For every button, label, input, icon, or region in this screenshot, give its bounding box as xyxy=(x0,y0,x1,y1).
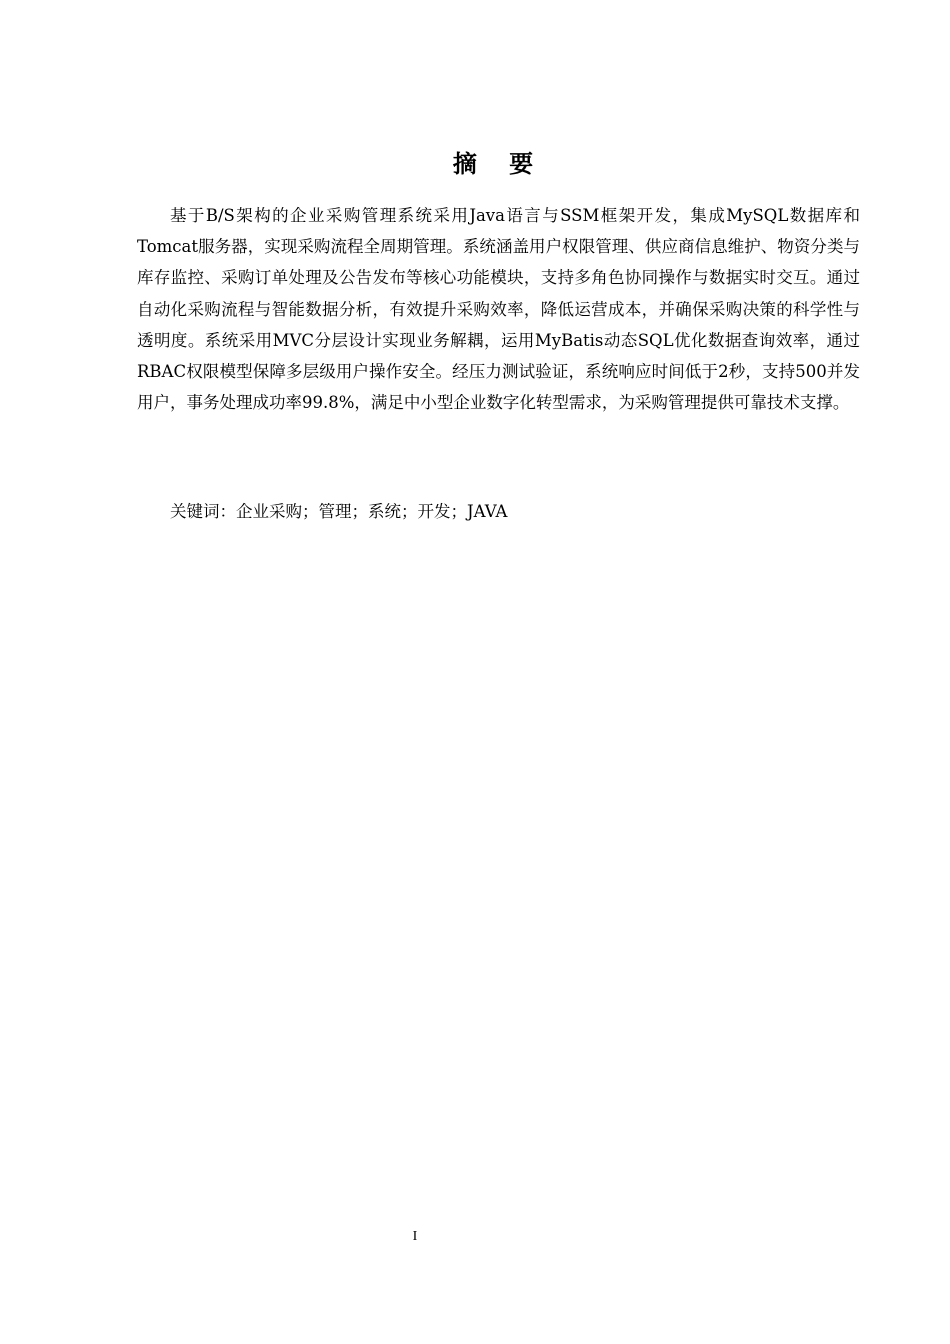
keywords-line: 关键词：企业采购；管理；系统；开发；JAVA xyxy=(170,502,508,521)
abstract-body: 基于B/S架构的企业采购管理系统采用Java语言与SSM框架开发，集成MySQL数据库和Tomcat服务器，实现采购流程全周期管理。系统涵盖用户权限管理、供应商信息维护、物资分类与库存监控、采购订单处理及公告发布等核心功能模块，支持多角色协同操作与数据实时交互。通过自动化采购流程与智能数据分析，有效提升采购效率，降低运营成本，并确保采购决策的科学性与透明度。系统采用MVC分层设计实现业务解耦，运用MyBatis动态SQL优化数据查询效率，通过RBAC权限模型保障多层级用户操作安全。经压力测试验证，系统响应时间低于2秒，支持500并发用户，事务处理成功率99.8%，满足中小型企业数字化转型需求，为采购管理提供可靠技术支撑。 xyxy=(137,206,860,413)
abstract-title: 摘 要 xyxy=(452,150,546,178)
page-number: I xyxy=(412,1229,418,1244)
